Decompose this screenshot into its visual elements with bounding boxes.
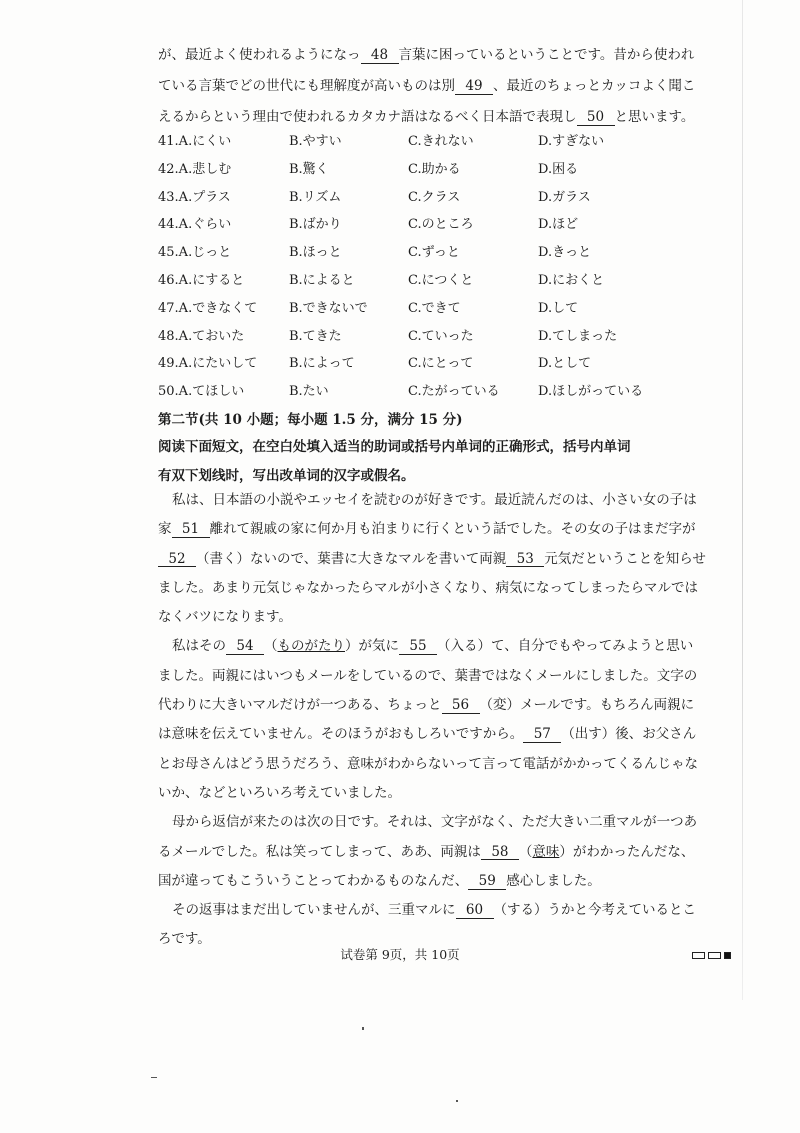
option-row bbox=[158, 182, 678, 210]
instruction-line: 有双下划线时，写出改单词的汉字或假名。 bbox=[158, 468, 415, 484]
text-segment: がわかったんだな、 bbox=[572, 843, 695, 860]
option-row bbox=[158, 348, 678, 376]
text-segment: 言葉に困っているということです。昔から使われ bbox=[398, 47, 695, 63]
option-c: C.クラス bbox=[408, 189, 461, 205]
option-d: D.におくと bbox=[538, 272, 605, 288]
option-c: C.ずっと bbox=[408, 245, 460, 261]
blank-51: 51 bbox=[172, 522, 210, 538]
passage-line bbox=[158, 545, 706, 574]
option-d: D.ガラス bbox=[538, 189, 591, 205]
option-a: 44.A.ぐらい bbox=[158, 217, 232, 233]
blank-50: 50 bbox=[577, 110, 615, 126]
option-b: B.ほっと bbox=[289, 245, 342, 261]
option-d: D.てしまった bbox=[538, 328, 618, 344]
text-segment: 私はその bbox=[172, 638, 226, 655]
text-segment: と思います。 bbox=[614, 109, 695, 125]
passage-line bbox=[158, 896, 696, 925]
option-a: 43.A.プラス bbox=[158, 189, 231, 205]
page-edge-shadow bbox=[742, 0, 743, 1000]
text-segment: （入る）て、自分でもやってみようと思い bbox=[437, 638, 694, 655]
marker-box-icon bbox=[692, 952, 705, 959]
option-c: C.助かる bbox=[408, 161, 461, 177]
passage-line bbox=[158, 632, 694, 661]
text-segment: 国が違ってもこういうことってわかるものなんだ、 bbox=[158, 872, 469, 889]
instruction-line: 阅读下面短文，在空白处填入适当的助词或括号内单词的正确形式，括号内单词 bbox=[158, 439, 631, 455]
passage-line: 母から返信が来たのは次の日です。それは、文字がなく、ただ大きい二重マルが一つあ bbox=[172, 814, 698, 831]
blank-59: 59 bbox=[468, 874, 506, 890]
text-segment: 感心しました。 bbox=[506, 872, 601, 889]
option-a: 49.A.にたいして bbox=[158, 356, 258, 372]
option-row bbox=[158, 265, 678, 293]
text-segment: （変）メールです。もちろん両親に bbox=[479, 697, 695, 714]
text-segment: ） bbox=[559, 843, 573, 860]
choice-options bbox=[158, 126, 678, 404]
underlined-word: 意味 bbox=[532, 843, 560, 860]
passage-line: なくバツになります。 bbox=[158, 609, 292, 626]
option-d: D.困る bbox=[538, 161, 579, 177]
option-b: B.やすい bbox=[289, 134, 342, 149]
option-b: B.リズム bbox=[289, 189, 342, 205]
text-segment: が、最近よく使われるようになっ bbox=[158, 47, 361, 63]
intro-line bbox=[158, 71, 696, 102]
option-c: C.できて bbox=[408, 300, 461, 316]
text-segment: るメールでした。私は笑ってしまって、ああ、両親は bbox=[158, 843, 481, 860]
option-b: B.ばかり bbox=[289, 217, 342, 233]
blank-53: 53 bbox=[506, 552, 544, 568]
option-d: D.ほど bbox=[538, 217, 579, 233]
option-c: C.にとって bbox=[408, 356, 474, 372]
option-a: 41.A.にくい bbox=[158, 134, 232, 149]
passage-line: とお母さんはどう思うだろう、意味がわからないって言って電話がかかってくるんじゃな bbox=[158, 755, 698, 772]
text-segment: （ bbox=[518, 843, 533, 860]
passage-line: ました。両親にはいつもメールをしているので、葉書ではなくメールにしました。文字の bbox=[158, 667, 698, 684]
passage-line bbox=[158, 867, 658, 896]
marker-box-icon bbox=[708, 952, 721, 959]
blank-55: 55 bbox=[399, 639, 437, 655]
page-number-footer: 试卷第 9页，共 10页 bbox=[340, 947, 460, 962]
passage-line: ろです。 bbox=[158, 931, 211, 948]
option-a: 45.A.じっと bbox=[158, 245, 232, 261]
option-b: B.によると bbox=[289, 272, 355, 288]
option-a: 42.A.悲しむ bbox=[158, 161, 232, 177]
intro-line bbox=[158, 40, 695, 71]
option-d: D.すぎない bbox=[538, 134, 605, 149]
passage-line bbox=[158, 838, 695, 867]
marker-box-filled-icon bbox=[724, 952, 731, 959]
passage-line bbox=[158, 515, 696, 544]
option-c: C.ていった bbox=[408, 328, 474, 344]
option-b: B.できないで bbox=[289, 300, 368, 316]
option-c: C.きれない bbox=[408, 134, 474, 149]
text-segment: ている言葉でどの世代にも理解度が高いものは別 bbox=[158, 78, 455, 94]
option-d: D.ほしがっている bbox=[538, 384, 644, 400]
section-instructions bbox=[158, 433, 658, 491]
reading-passage bbox=[158, 486, 706, 955]
option-d: D.きっと bbox=[538, 245, 592, 261]
text-segment: 、最近のちょっとカッコよく聞こ bbox=[493, 78, 696, 94]
text-segment: は意味を伝えていません。そのほうがおもしろいですから。 bbox=[158, 726, 524, 743]
blank-56: 56 bbox=[442, 698, 480, 714]
option-b: B.てきた bbox=[289, 328, 342, 344]
option-a: 50.A.てほしい bbox=[158, 384, 245, 400]
option-row bbox=[158, 126, 678, 154]
text-segment: その返事はまだ出していませんが、三重マルに bbox=[172, 902, 456, 919]
text-segment: えるからという理由で使われるカタカナ語はなるべく日本語で表現し bbox=[158, 109, 577, 125]
option-d: D.として bbox=[538, 356, 592, 372]
scan-speck bbox=[456, 1100, 458, 1102]
option-row bbox=[158, 237, 678, 265]
passage-line: いか、などといろいろ考えていました。 bbox=[158, 784, 401, 801]
option-row bbox=[158, 209, 678, 237]
underlined-word: ものがたり bbox=[277, 638, 345, 655]
text-segment: （する）うかと今考えているとこ bbox=[493, 902, 696, 919]
text-segment: 代わりに大きいマルだけが一つある、ちょっと bbox=[158, 697, 442, 714]
option-c: C.のところ bbox=[408, 217, 474, 233]
blank-54: 54 bbox=[226, 639, 264, 655]
page-marker-boxes bbox=[692, 952, 731, 959]
text-segment: が気に bbox=[358, 638, 399, 655]
passage-line bbox=[158, 720, 697, 749]
option-c: C.たがっている bbox=[408, 384, 500, 400]
blank-49: 49 bbox=[455, 79, 493, 95]
text-segment: ） bbox=[345, 638, 359, 655]
text-segment: 家 bbox=[158, 521, 172, 538]
option-row bbox=[158, 293, 678, 321]
blank-52: 52 bbox=[158, 552, 196, 568]
passage-line: ました。あまり元気じゃなかったらマルが小さくなり、病気になってしまったらマルでは bbox=[158, 579, 698, 596]
option-a: 48.A.ておいた bbox=[158, 328, 245, 344]
text-segment: 離れて親戚の家に何か月も泊まりに行くという話でした。その女の子はまだ字が bbox=[209, 521, 696, 538]
option-a: 47.A.できなくて bbox=[158, 300, 258, 316]
option-d: D.して bbox=[538, 300, 579, 316]
text-segment: 元気だということを知らせ bbox=[544, 550, 706, 567]
option-row bbox=[158, 376, 678, 404]
blank-60: 60 bbox=[456, 903, 494, 919]
option-b: B.によって bbox=[289, 356, 355, 372]
option-b: B.たい bbox=[289, 384, 329, 400]
passage-line: 私は、日本語の小説やエッセイを読むのが好きです。最近読んだのは、小さい女の子は bbox=[172, 492, 697, 508]
section-title: 第二节(共 10 小题；每小题 1.5 分，满分 15 分) bbox=[158, 412, 463, 428]
text-segment: （出す）後、お父さん bbox=[561, 726, 697, 743]
option-a: 46.A.にすると bbox=[158, 272, 245, 288]
text-segment: （書く）ないので、葉書に大きなマルを書いて両親 bbox=[196, 550, 507, 567]
blank-48: 48 bbox=[361, 48, 399, 64]
option-b: B.驚く bbox=[289, 161, 329, 177]
scan-speck bbox=[151, 1077, 157, 1078]
intro-paragraph bbox=[158, 40, 696, 133]
passage-line bbox=[158, 691, 695, 720]
scan-speck bbox=[362, 1027, 364, 1030]
option-row bbox=[158, 154, 678, 182]
blank-57: 57 bbox=[523, 727, 561, 743]
option-row bbox=[158, 321, 678, 349]
text-segment: （ bbox=[264, 638, 278, 655]
option-c: C.につくと bbox=[408, 272, 474, 288]
blank-58: 58 bbox=[481, 845, 519, 861]
